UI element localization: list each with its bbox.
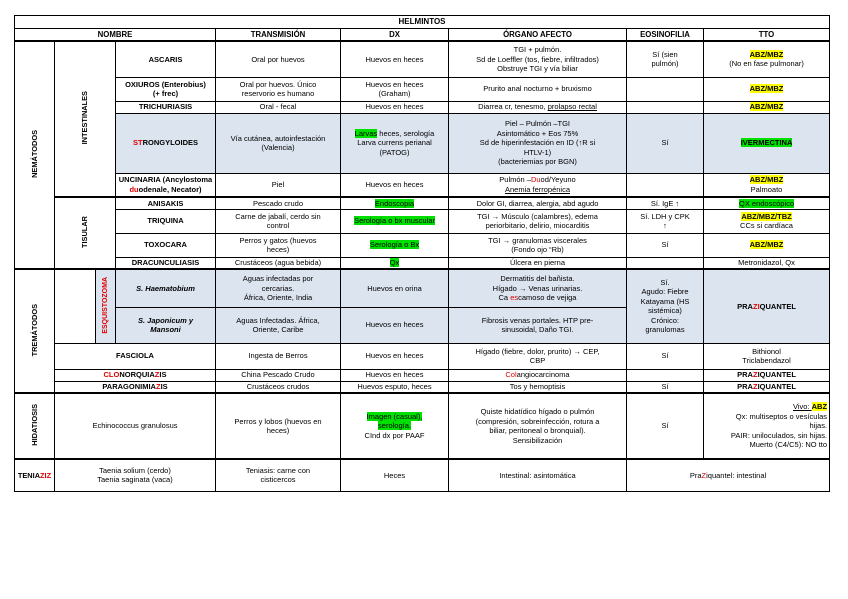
group-nematodos: NEMÁTODOS (15, 41, 55, 269)
tto-uncinaria: ABZ/MBZ Palmoato (704, 173, 830, 197)
dx-anisakis: Endoscopia (341, 197, 449, 209)
name-paragonimiazis: PARAGONIMIAZIS (55, 381, 216, 393)
eos-echinococcus: Sí (627, 393, 704, 459)
dx-strongyloides: Larvas heces, serología Larva currens perianal (PATOG) (341, 113, 449, 173)
organ-dracunculiasis: Úlcera en pierna (449, 257, 627, 269)
trans-ascaris: Oral por huevos (216, 41, 341, 77)
group-hidatiosis: HIDATIOSIS (15, 393, 55, 459)
row-fasciola (15, 343, 830, 369)
dx-echinococcus: Imagen (casual), serología. CInd dx por PAAF (341, 393, 449, 459)
trans-fasciola: Ingesta de Berros (216, 343, 341, 369)
eos-strongyloides: Sí (627, 113, 704, 173)
name-oxiuros: OXIUROS (Enterobius) (+ frec) (116, 77, 216, 101)
organ-toxocara: TGI → granulomas viscerales (Fondo ojo “Rb) (449, 233, 627, 257)
eos-uncinaria (627, 173, 704, 197)
dx-haematobium: Huevos en orina (341, 269, 449, 307)
dx-ascaris: Huevos en heces (341, 41, 449, 77)
dx-oxiuros: Huevos en heces (Graham) (341, 77, 449, 101)
organ-triquina: TGI → Músculo (calambres), edema periorbitario, delirio, miocarditis (449, 209, 627, 233)
organ-strongyloides: Piel – Pulmón –TGI Asintomático + Eos 75% Sd de hiperinfestación en ID (↑R si HTLV-1) (bacteriemias por BGN) (449, 113, 627, 173)
trans-strongyloides: Vía cutánea, autoinfestación (Valencia) (216, 113, 341, 173)
tto-triquina: ABZ/MBZ/TBZ CCs si cardíaca (704, 209, 830, 233)
eos-triquina: Sí. LDH y CPK ↑ (627, 209, 704, 233)
row-toxocara (15, 233, 830, 257)
dx-clonorquiazis: Huevos en heces (341, 369, 449, 381)
row-ascaris (15, 41, 830, 77)
name-toxocara: TOXOCARA (116, 233, 216, 257)
helmintos-table-container (14, 15, 829, 492)
dx-japonicum: Huevos en heces (341, 307, 449, 343)
organ-clonorquiazis: Colangiocarcinoma (449, 369, 627, 381)
tto-dracunculiasis: Metronidazol, Qx (704, 257, 830, 269)
eos-trichuriasis (627, 101, 704, 113)
tto-trichuriasis: ABZ/MBZ (704, 101, 830, 113)
dx-trichuriasis: Huevos en heces (341, 101, 449, 113)
row-uncinaria (15, 173, 830, 197)
row-oxiuros (15, 77, 830, 101)
name-echinococcus: Echinococcus granulosus (55, 393, 216, 459)
organ-tenia: Intestinal: asintomática (449, 459, 627, 491)
dx-fasciola: Huevos en heces (341, 343, 449, 369)
group-teniaziz: TENIAZIZ (15, 459, 55, 491)
group-esquistozoma: ESQUISTOZOMA (96, 269, 116, 343)
eos-anisakis: Sí. IgE ↑ (627, 197, 704, 209)
header-transmision: TRANSMISIÓN (216, 28, 341, 41)
header-row (15, 28, 830, 41)
tto-echinococcus: Vivo: ABZ Qx: multiseptos o vesículas hijas. PAIR: uniloculados, sin hijas. Muerto (C4/C5): NO tto (704, 393, 830, 459)
organ-haematobium: Dermatitis del bañista. Hígado → Venas urinarias. Ca escamoso de vejiga (449, 269, 627, 307)
dx-paragonimiazis: Huevos esputo, heces (341, 381, 449, 393)
group-tisular: TISULAR (55, 197, 116, 269)
trans-japonicum: Aguas Infectadas. África, Oriente, Caribe (216, 307, 341, 343)
organ-japonicum: Fibrosis venas portales. HTP pre- sinusoidal, Daño TGI. (449, 307, 627, 343)
tto-oxiuros: ABZ/MBZ (704, 77, 830, 101)
trans-echinococcus: Perros y lobos (huevos en heces) (216, 393, 341, 459)
eos-toxocara: Sí (627, 233, 704, 257)
header-eosinofilia: EOSINOFILIA (627, 28, 704, 41)
dx-dracunculiasis: Qx (341, 257, 449, 269)
row-trichuriasis (15, 101, 830, 113)
header-organo: ÓRGANO AFECTO (449, 28, 627, 41)
trans-tenia: Teniasis: carne con cisticercos (216, 459, 341, 491)
row-tenia (15, 459, 830, 491)
group-trematodos: TREMÁTODOS (15, 269, 55, 393)
row-echinococcus (15, 393, 830, 459)
trans-anisakis: Pescado crudo (216, 197, 341, 209)
row-paragonimiazis (15, 381, 830, 393)
dx-toxocara: Serología o Bx (341, 233, 449, 257)
row-strongyloides (15, 113, 830, 173)
name-anisakis: ANISAKIS (116, 197, 216, 209)
name-tenia: Taenia solium (cerdo) Taenia saginata (vaca) (55, 459, 216, 491)
eos-esquistozoma: Sí. Agudo: Fiebre Katayama (HS sistémica) Crónico: granulomas (627, 269, 704, 343)
name-fasciola: FASCIOLA (55, 343, 216, 369)
organ-oxiuros: Prurito anal nocturno + bruxismo (449, 77, 627, 101)
tto-toxocara: ABZ/MBZ (704, 233, 830, 257)
trans-uncinaria: Piel (216, 173, 341, 197)
dx-tenia: Heces (341, 459, 449, 491)
tto-strongyloides: IVERMECTINA (704, 113, 830, 173)
name-clonorquiazis: CLONORQUIAZIS (55, 369, 216, 381)
tto-tenia: PraZiquantel: intestinal (627, 459, 830, 491)
dx-triquina: Serología o bx muscular (341, 209, 449, 233)
header-dx: DX (341, 28, 449, 41)
name-haematobium: S. Haematobium (116, 269, 216, 307)
name-triquina: TRIQUINA (116, 209, 216, 233)
header-tto: TTO (704, 28, 830, 41)
organ-anisakis: Dolor GI, diarrea, alergia, abd agudo (449, 197, 627, 209)
eos-fasciola: Sí (627, 343, 704, 369)
tto-ascaris: ABZ/MBZ (No en fase pulmonar) (704, 41, 830, 77)
trans-triquina: Carne de jabalí, cerdo sin control (216, 209, 341, 233)
row-triquina (15, 209, 830, 233)
organ-echinococcus: Quiste hidatídico hígado o pulmón (compresión, sobreinfección, rotura a biliar, peritoneal o bronquial). Sensibilización (449, 393, 627, 459)
name-strongyloides: STRONGYLOIDES (116, 113, 216, 173)
name-japonicum: S. Japonicum y Mansoni (116, 307, 216, 343)
eos-dracunculiasis (627, 257, 704, 269)
organ-fasciola: Hígado (fiebre, dolor, prurito) → CEP, CBP (449, 343, 627, 369)
header-nombre: NOMBRE (15, 28, 216, 41)
tto-anisakis: QX endoscópico (704, 197, 830, 209)
dx-uncinaria: Huevos en heces (341, 173, 449, 197)
tto-paragonimiazis: PRAZIQUANTEL (704, 381, 830, 393)
eos-oxiuros (627, 77, 704, 101)
tto-fasciola: Bithionol Triclabendazol (704, 343, 830, 369)
trans-clonorquiazis: China Pescado Crudo (216, 369, 341, 381)
eos-ascaris: Sí (sien pulmón) (627, 41, 704, 77)
organ-paragonimiazis: Tos y hemoptisis (449, 381, 627, 393)
organ-ascaris: TGI + pulmón. Sd de Loeffler (tos, fiebre, infiltrados) Obstruye TGI y vía biliar (449, 41, 627, 77)
tto-esquistozoma: PRAZIQUANTEL (704, 269, 830, 343)
row-dracunculiasis (15, 257, 830, 269)
row-clonorquiazis (15, 369, 830, 381)
eos-clonorquiazis (627, 369, 704, 381)
organ-trichuriasis: Diarrea cr, tenesmo, prolapso rectal (449, 101, 627, 113)
organ-uncinaria: Pulmón –Duod/Yeyuno Anemia ferropénica (449, 173, 627, 197)
trans-haematobium: Aguas infectadas por cercarias. África, Oriente, India (216, 269, 341, 307)
trans-dracunculiasis: Crustáceos (agua bebida) (216, 257, 341, 269)
name-ascaris: ASCARIS (116, 41, 216, 77)
trans-toxocara: Perros y gatos (huevos heces) (216, 233, 341, 257)
name-trichuriasis: TRICHURIASIS (116, 101, 216, 113)
name-dracunculiasis: DRACUNCULIASIS (116, 257, 216, 269)
trans-trichuriasis: Oral - fecal (216, 101, 341, 113)
group-intestinales: INTESTINALES (55, 41, 116, 197)
name-uncinaria: UNCINARIA (Ancylostoma duodenale, Necator) (116, 173, 216, 197)
table-title: HELMINTOS (15, 16, 830, 29)
trans-oxiuros: Oral por huevos. Único reservorio es humano (216, 77, 341, 101)
eos-paragonimiazis: Sí (627, 381, 704, 393)
row-haematobium (15, 269, 830, 307)
tto-clonorquiazis: PRAZIQUANTEL (704, 369, 830, 381)
helmintos-table (14, 15, 830, 492)
row-anisakis (15, 197, 830, 209)
trans-paragonimiazis: Crustáceos crudos (216, 381, 341, 393)
